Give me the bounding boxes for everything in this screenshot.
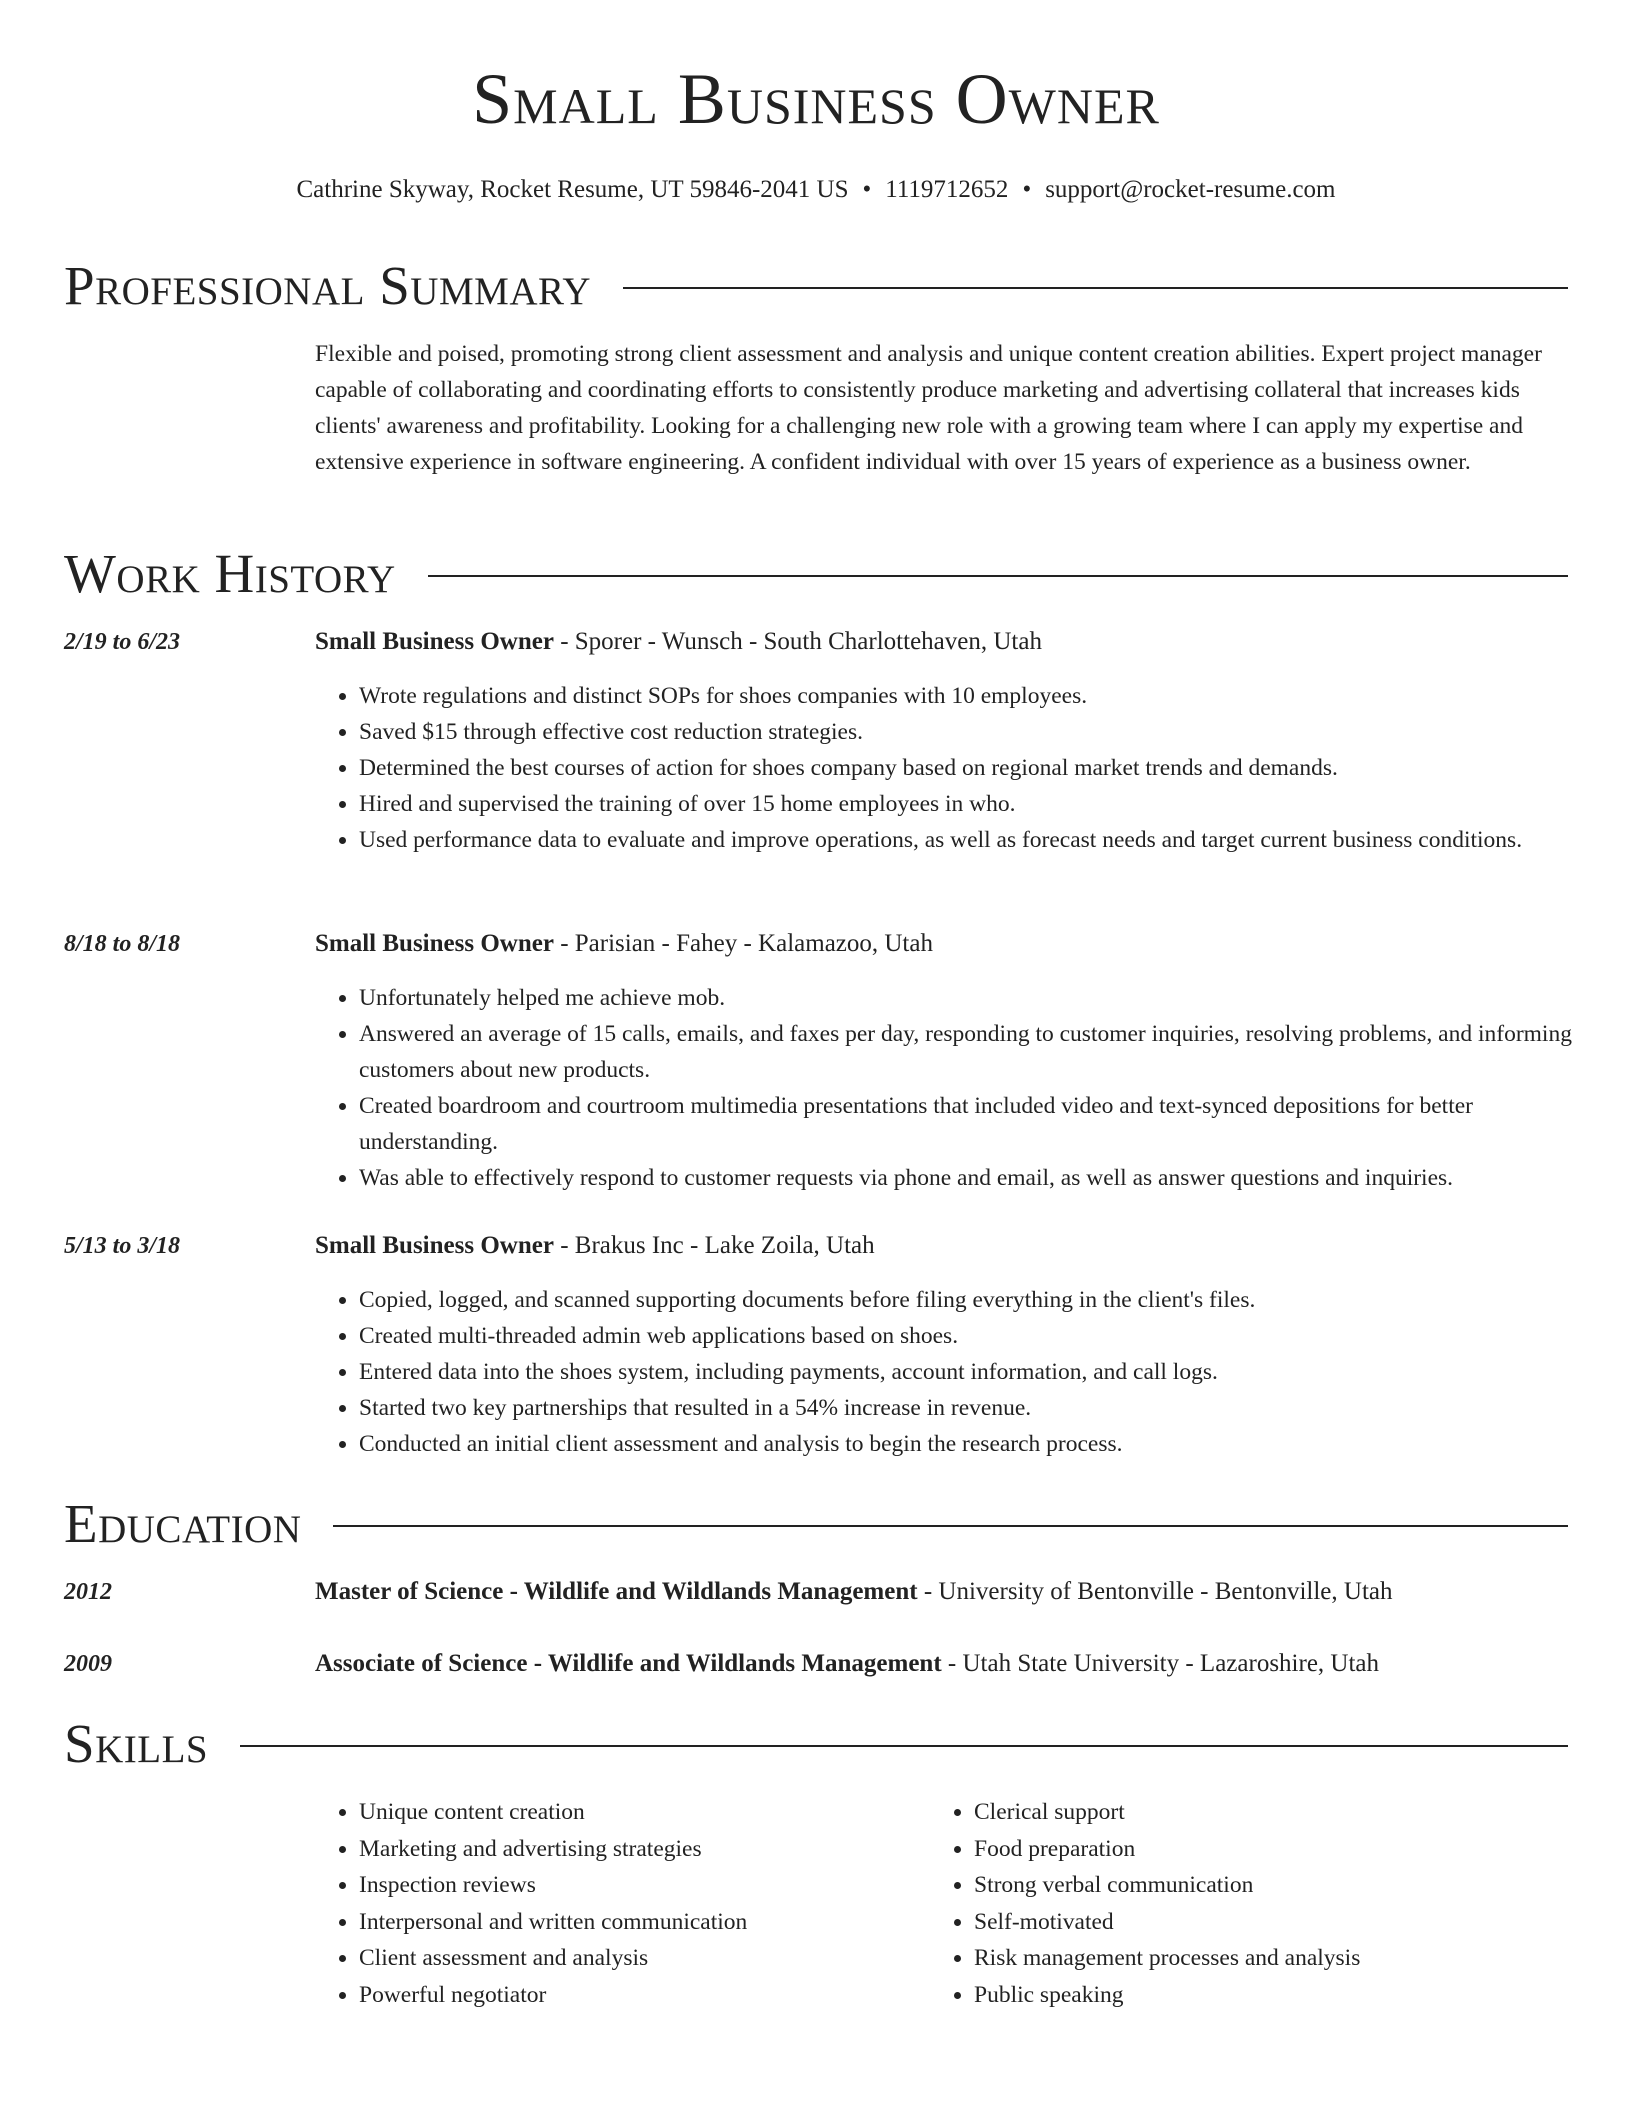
education-degree: Master of Science - Wildlife and Wildlands Management bbox=[315, 1578, 918, 1605]
contact-separator: • bbox=[862, 176, 872, 203]
summary-heading: Professional Summary bbox=[64, 254, 592, 316]
skills-list-left bbox=[315, 1794, 919, 2013]
section-divider bbox=[428, 575, 1568, 577]
job-employer: - Parisian - Fahey - Kalamazoo, Utah bbox=[553, 930, 933, 957]
education-degree: Associate of Science - Wildlife and Wildlands Management bbox=[315, 1650, 942, 1677]
job-bullet: • Conducted an initial client assessment and analysis to begin the research process. bbox=[359, 1426, 1614, 1462]
skills-section-header bbox=[64, 1708, 1568, 1778]
skill-item: • Public speaking bbox=[974, 1977, 1574, 2014]
job-dates: 5/13 to 3/18 bbox=[64, 1233, 181, 1259]
job-bullet: • Entered data into the shoes system, including payments, account information, and call logs. bbox=[359, 1354, 1614, 1390]
job-bullet: • Wrote regulations and distinct SOPs for shoes companies with 10 employees. bbox=[359, 678, 1614, 714]
job-employer: - Sporer - Wunsch - South Charlottehaven, Utah bbox=[553, 628, 1042, 655]
job-bullet: • Determined the best courses of action for shoes company based on regional market trends and demands. bbox=[359, 750, 1614, 786]
summary-section-header bbox=[64, 250, 1568, 320]
contact-phone: 1119712652 bbox=[885, 176, 1009, 203]
job-title-line bbox=[315, 1228, 1570, 1264]
job-bullets bbox=[315, 980, 1614, 1196]
skills-heading: Skills bbox=[64, 1712, 209, 1774]
job-bullet: • Started two key partnerships that resulted in a 54% increase in revenue. bbox=[359, 1390, 1614, 1426]
job-bullet: • Used performance data to evaluate and improve operations, as well as forecast needs and target current business conditions. bbox=[359, 822, 1614, 858]
job-bullet: • Unfortunately helped me achieve mob. bbox=[359, 980, 1614, 1016]
skill-item: • Client assessment and analysis bbox=[359, 1940, 919, 1977]
section-divider bbox=[623, 287, 1568, 289]
education-year: 2009 bbox=[64, 1651, 112, 1677]
job-title: Small Business Owner bbox=[315, 1232, 554, 1259]
education-school: - Utah State University - Lazaroshire, Utah bbox=[941, 1650, 1380, 1677]
contact-address: Cathrine Skyway, Rocket Resume, UT 59846-2041 US bbox=[296, 176, 849, 203]
job-bullet: • Created boardroom and courtroom multimedia presentations that included video and text-synced depositions for better understanding. bbox=[359, 1088, 1614, 1160]
skill-item: • Powerful negotiator bbox=[359, 1977, 919, 2014]
job-title-line bbox=[315, 624, 1570, 660]
skill-item: • Self-motivated bbox=[974, 1904, 1574, 1941]
contact-email[interactable]: support@rocket-resume.com bbox=[1045, 176, 1336, 203]
education-line bbox=[315, 1646, 1570, 1682]
job-title: Small Business Owner bbox=[315, 930, 554, 957]
education-heading: Education bbox=[64, 1492, 302, 1554]
job-bullet: • Created multi-threaded admin web applications based on shoes. bbox=[359, 1318, 1614, 1354]
job-bullet: • Saved $15 through effective cost reduction strategies. bbox=[359, 714, 1614, 750]
job-bullet: • Was able to effectively respond to customer requests via phone and email, as well as answer questions and inquiries. bbox=[359, 1160, 1614, 1196]
job-employer: - Brakus Inc - Lake Zoila, Utah bbox=[553, 1232, 875, 1259]
section-divider bbox=[240, 1745, 1568, 1747]
skill-item: • Food preparation bbox=[974, 1831, 1574, 1868]
resume-name: Small Business Owner bbox=[472, 59, 1160, 139]
job-bullet: • Hired and supervised the training of over 15 home employees in who. bbox=[359, 786, 1614, 822]
job-bullet: • Answered an average of 15 calls, emails, and faxes per day, responding to customer inquiries, resolving problems, and informing customers about new products. bbox=[359, 1016, 1614, 1088]
education-section-header bbox=[64, 1488, 1568, 1558]
job-bullets bbox=[315, 678, 1614, 858]
skills-list-right bbox=[930, 1794, 1574, 2013]
summary-text: Flexible and poised, promoting strong client assessment and analysis and unique content creation abilities. Expert project manager capable of collaborating and coordinating efforts to consistently produce marketing and advertising collateral that increases kids clients' awareness and profitability. Looking for a challenging new role with a growing team where I can apply my expertise and extensive experience in software engineering. A confident individual with over 15 years of experience as a business owner. bbox=[315, 341, 1542, 475]
skill-item: • Clerical support bbox=[974, 1794, 1574, 1831]
education-line bbox=[315, 1574, 1570, 1610]
contact-separator: • bbox=[1022, 176, 1032, 203]
job-title: Small Business Owner bbox=[315, 628, 554, 655]
work-heading: Work History bbox=[64, 542, 396, 604]
skill-item: • Unique content creation bbox=[359, 1794, 919, 1831]
education-year: 2012 bbox=[64, 1579, 112, 1605]
job-bullet: • Copied, logged, and scanned supporting documents before filing everything in the client's files. bbox=[359, 1282, 1614, 1318]
skill-item: • Inspection reviews bbox=[359, 1867, 919, 1904]
skill-item: • Risk management processes and analysis bbox=[974, 1940, 1574, 1977]
job-title-line bbox=[315, 926, 1570, 962]
skill-item: • Strong verbal communication bbox=[974, 1867, 1574, 1904]
skill-item: • Marketing and advertising strategies bbox=[359, 1831, 919, 1868]
job-dates: 2/19 to 6/23 bbox=[64, 629, 181, 655]
job-bullets bbox=[315, 1282, 1614, 1462]
job-dates: 8/18 to 8/18 bbox=[64, 931, 181, 957]
skill-item: • Interpersonal and written communication bbox=[359, 1904, 919, 1941]
work-section-header bbox=[64, 538, 1568, 608]
contact-line bbox=[64, 176, 1568, 204]
education-school: - University of Bentonville - Bentonville, Utah bbox=[917, 1578, 1393, 1605]
section-divider bbox=[333, 1525, 1568, 1527]
